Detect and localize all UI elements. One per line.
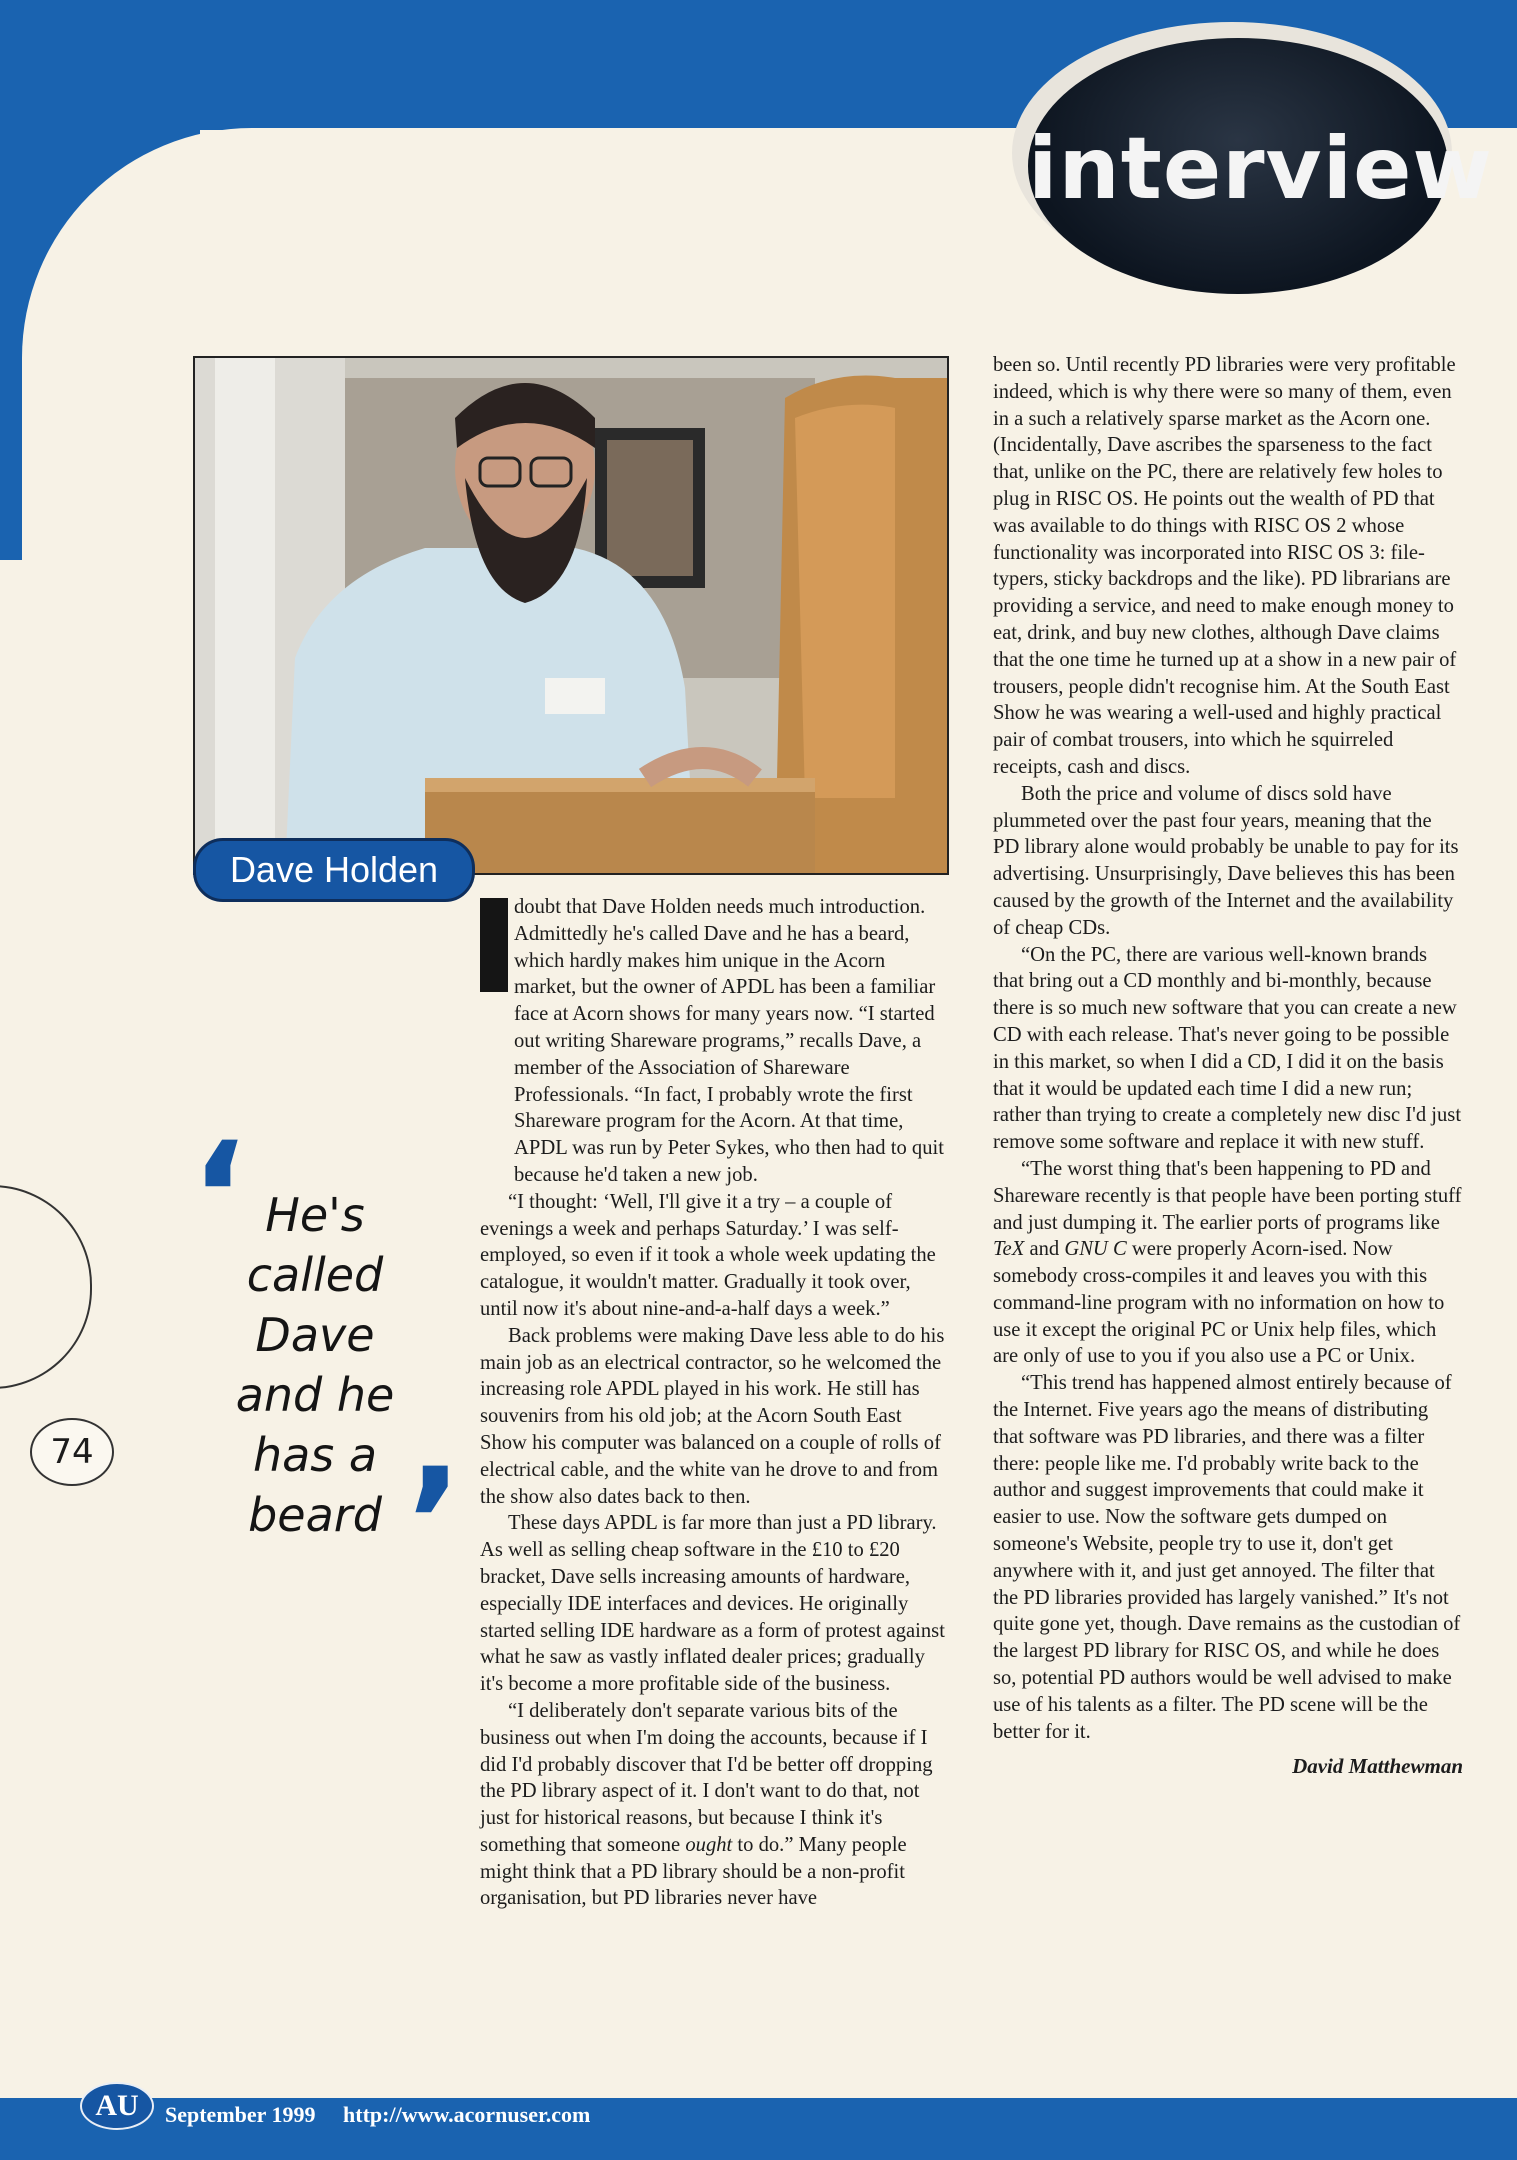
- article-paragraph: “This trend has happened almost entirely because of the Internet. Five years ago the means of distributing that software was PD libraries, and there was a filter there: people like me. I'd probably write back to the author and suggest improvements that could make it easier to use. Now the software gets dumped on someone's Website, people try to use it, don't get anywhere with it, and just get annoyed. The filter that the PD libraries provided has largely vanished.” It's not quite gone yet, though. Dave remains as the custodian of the largest PD library for RISC OS, and while he does so, potential PD authors would be well advised to make use of his talents as a filter. The PD scene will be the better for it.: [993, 1372, 1461, 1743]
- photo-caption: Dave Holden: [193, 838, 475, 902]
- pull-quote-line: and he: [235, 1368, 395, 1422]
- interviewee-photo: [193, 356, 949, 875]
- section-label: interview: [1028, 119, 1493, 219]
- program-name: TeX: [993, 1238, 1025, 1261]
- article-paragraph: [993, 1156, 1463, 1370]
- footer-info: [165, 2100, 612, 2130]
- paragraph-text: to do.” Many people might think that a PD library should be a non-profit organisation, but PD libraries never have: [480, 1833, 907, 1910]
- article-paragraph: Both the price and volume of discs sold have plummeted over the past four years, meaning that the PD library alone would probably be unable to pay for its advertising. Unsurprisingly, Dave believes this has been caused by the growth of the Internet and the availability of cheap CDs.: [993, 782, 1459, 939]
- paragraph-text: “The worst thing that's been happening to PD and Shareware recently is that people have been porting stuff and just dumping it. The earlier ports of programs like: [993, 1157, 1462, 1234]
- magazine-logo: AU: [80, 2082, 154, 2130]
- article-column-1: [480, 894, 950, 1912]
- pull-quote-line: Dave: [255, 1308, 375, 1362]
- pull-quote-line: beard: [248, 1488, 382, 1542]
- section-badge: [1028, 38, 1493, 294]
- open-quote-icon: ‘: [190, 1111, 247, 1285]
- article-paragraph: These days APDL is far more than just a PD library. As well as selling cheap software in the £10 to £20 bracket, Dave sells increasing amounts of hardware, especially IDE interfaces and devices. He originally started selling IDE hardware as a form of protest against what he saw as vastly inflated dealer prices; gradually it's become a more profitable side of the business.: [480, 1512, 945, 1696]
- close-quote-icon: ’: [406, 1437, 463, 1611]
- issue-date: September 1999: [165, 2102, 316, 2127]
- article-column-2: [993, 352, 1463, 1780]
- article-paragraph: Back problems were making Dave less able to do his main job as an electrical contractor, so he welcomed the increasing role APDL played in his work. He still has souvenirs from his old job; at the Acorn South East Show his computer was balanced on a couple of rolls of electrical cable, and the white van he drove to and from the show also dates back to then.: [480, 1324, 945, 1508]
- pull-quote-line: He's: [265, 1188, 365, 1242]
- website-url: http://www.acornuser.com: [343, 2102, 591, 2127]
- paragraph-text: and: [1024, 1238, 1065, 1261]
- article-paragraph: [480, 1698, 950, 1912]
- paragraph-text: were properly Acorn-ised. Now somebody cross-compiles it and leaves you with this command-line program with no information on how to use it except the original PC or Unix help files, which are only of use to you if you also use a PC or Unix.: [993, 1238, 1445, 1368]
- paragraph-text: doubt that Dave Holden needs much introduction. Admittedly he's called Dave and he has a beard, which hardly makes him unique in the Acorn market, but the owner of APDL has been a familiar face at Acorn shows for many years now. “I started out writing Shareware programs,” recalls Dave, a member of the Association of Shareware Professionals. “In fact, I probably wrote the first Shareware program for the Acorn. At that time, APDL was run by Peter Sykes, who then had to quit because he'd taken a new job.: [514, 896, 944, 1186]
- article-paragraph: been so. Until recently PD libraries were very profitable indeed, which is why there were so many of them, even in a such a relatively sparse market as the Acorn one. (Incidentally, Dave ascribes the sparseness to the fact that, unlike on the PC, there are relatively few holes to plug in RISC OS. He points out the wealth of PD that was available to do things with RISC OS 2 whose functionality was incorporated into RISC OS 3: file-typers, sticky backdrops and the like). PD librarians are providing a service, and need to make enough money to eat, drink, and buy new clothes, although Dave claims that the one time he turned up at a show in a new pair of trousers, people didn't recognise him. At the South East Show he was wearing a well-used and highly practical pair of combat trousers, into which he squirreled receipts, cash and discs.: [993, 354, 1457, 778]
- pull-quote-line: called: [246, 1248, 384, 1302]
- program-name: GNU C: [1064, 1238, 1127, 1261]
- paragraph-text: “I deliberately don't separate various bits of the business out when I'm doing the accounts, because if I did I'd probably discover that I'd be better off dropping the PD library aspect of it. I don't want to do that, not just for historical reasons, but because I think it's something that someone: [480, 1699, 933, 1856]
- article-paragraph: “On the PC, there are various well-known brands that bring out a CD monthly and bi-monthly, because there is so much new software that you can create a new CD with each release. That's never going to be possible in this market, so when I did a CD, I did it on the basis that it would be updated each time I did a new run; rather than trying to create a completely new disc I'd just remove some software and replace it with new stuff.: [993, 943, 1462, 1154]
- article-paragraph: [480, 894, 950, 1189]
- article-paragraph: “I thought: ‘Well, I'll give it a try – a couple of evenings a week and perhaps Saturday.’ I was self-employed, so even if it took a whole week updating the catalogue, it wouldn't matter. Gradually it took over, until now it's about nine-and-a-half days a week.”: [480, 1190, 936, 1320]
- pull-quote: [230, 1185, 400, 1545]
- emphasis-text: ought: [685, 1833, 733, 1856]
- page-number: 74: [30, 1418, 114, 1486]
- author-byline: David Matthewman: [1292, 1754, 1463, 1779]
- pull-quote-line: has a: [252, 1428, 378, 1482]
